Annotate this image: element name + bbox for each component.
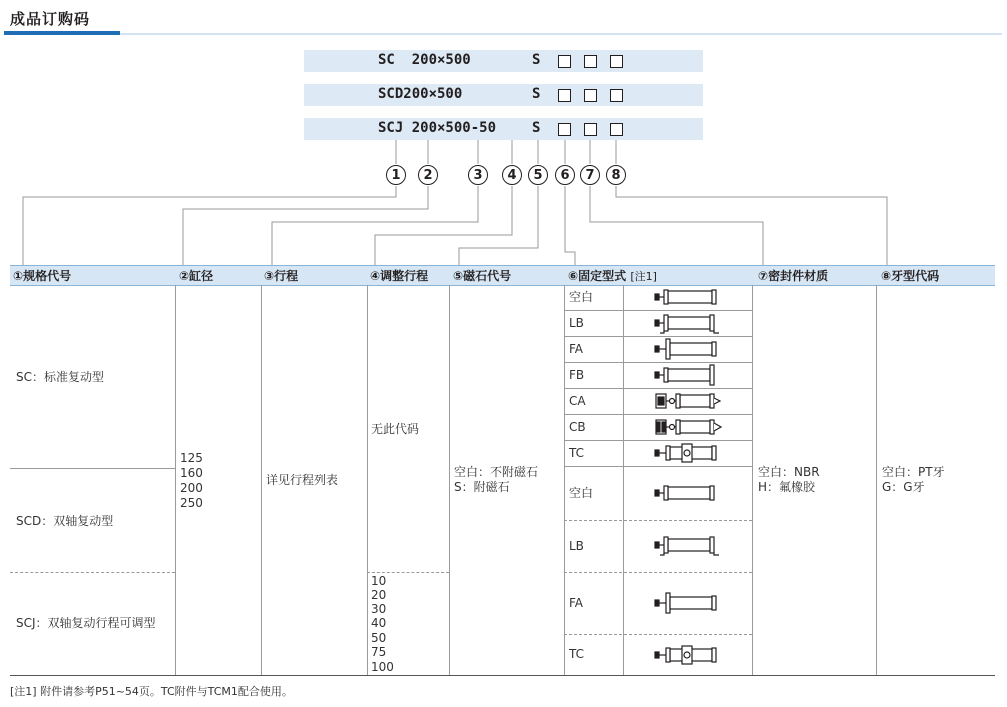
order-code-suffix: S <box>532 52 541 68</box>
spec-code-sc: SC：标准复动型 <box>16 370 104 384</box>
seal-option: H：氟橡胶 <box>758 480 816 494</box>
seal-option: 空白：NBR <box>758 465 820 479</box>
column-divider <box>367 285 368 675</box>
column-divider <box>261 285 262 675</box>
cylinder-double-tc-icon <box>655 646 716 664</box>
mount-type: TC <box>569 647 585 661</box>
cylinder-basic-icon <box>655 290 716 304</box>
adjust-value: 30 <box>371 602 387 616</box>
mount-type: LB <box>569 539 584 553</box>
mount-type: 空白 <box>569 290 594 304</box>
mount-type: CA <box>569 394 586 408</box>
cylinder-fb-icon <box>655 365 714 385</box>
header-thread-code: ⑧牙型代码 <box>881 269 940 283</box>
stroke-note: 详见行程列表 <box>266 473 339 487</box>
mount-type: 空白 <box>569 486 594 500</box>
column-divider <box>752 285 753 675</box>
position-marker: 8 <box>606 165 626 185</box>
cylinder-fa-icon <box>655 339 716 359</box>
adjust-value: 100 <box>371 660 394 674</box>
header-mount-type-label: ⑥固定型式 <box>568 269 627 283</box>
adjust-value: 20 <box>371 588 387 602</box>
header-mount-type <box>568 267 657 284</box>
order-code-suffix: S <box>532 120 541 136</box>
mount-type: CB <box>569 420 586 434</box>
header-bore: ②缸径 <box>179 269 214 283</box>
cylinder-cb-icon <box>656 420 721 434</box>
cylinder-lb-icon <box>655 315 719 333</box>
mount-type: LB <box>569 316 584 330</box>
position-marker: 1 <box>386 165 406 185</box>
magnet-option: S：附磁石 <box>454 480 510 494</box>
adjust-value: 40 <box>371 616 387 630</box>
cylinder-ca-icon <box>656 394 720 408</box>
order-code-suffix: S <box>532 86 541 102</box>
position-marker: 7 <box>580 165 600 185</box>
order-code-prefix: SC 200×500 <box>378 52 471 68</box>
position-marker: 4 <box>502 165 522 185</box>
header-stroke: ③行程 <box>264 269 299 283</box>
adjust-value: 10 <box>371 574 387 588</box>
mount-type: FA <box>569 596 584 610</box>
order-code-prefix: SCD200×500 <box>378 86 463 102</box>
header-mount-note: [注1] <box>630 270 657 283</box>
adjust-value: 75 <box>371 645 387 659</box>
position-marker: 3 <box>468 165 488 185</box>
mount-diagrams <box>624 285 752 675</box>
position-marker: 5 <box>528 165 548 185</box>
header-magnet-code: ⑤磁石代号 <box>453 269 512 283</box>
order-code-prefix: SCJ 200×500-50 <box>378 120 497 136</box>
adjust-none: 无此代码 <box>371 422 420 436</box>
table-bottom-rule <box>10 675 995 676</box>
mount-type: FA <box>569 342 584 356</box>
bore-value: 125 <box>180 451 203 465</box>
adjust-value: 50 <box>371 631 387 645</box>
position-marker: 6 <box>555 165 575 185</box>
spec-code-scd: SCD：双轴复动型 <box>16 514 114 528</box>
row-divider-dashed <box>367 572 449 573</box>
mount-type: FB <box>569 368 585 382</box>
page-title: 成品订购码 <box>10 10 91 28</box>
footnote: [注1] 附件请参考P51~54页。TC附件与TCM1配合使用。 <box>10 685 293 698</box>
column-divider <box>876 285 877 675</box>
thread-option: 空白：PT牙 <box>882 465 945 479</box>
cylinder-tc-icon <box>655 444 716 462</box>
header-adjust-stroke: ④调整行程 <box>370 269 429 283</box>
column-divider <box>175 285 176 675</box>
bore-value: 200 <box>180 481 203 495</box>
mount-type: TC <box>569 446 585 460</box>
column-divider <box>564 285 565 675</box>
position-marker: 2 <box>418 165 438 185</box>
magnet-option: 空白：不附磁石 <box>454 465 539 479</box>
bore-value: 250 <box>180 496 203 510</box>
bore-value: 160 <box>180 466 203 480</box>
header-spec-code: ①规格代号 <box>13 269 72 283</box>
thread-option: G：G牙 <box>882 480 925 494</box>
cylinder-double-lb-icon <box>655 537 719 555</box>
row-divider <box>10 468 175 469</box>
cylinder-double-fa-icon <box>655 593 716 613</box>
row-divider-dashed <box>10 572 175 573</box>
column-divider <box>449 285 450 675</box>
spec-code-scj: SCJ：双轴复动行程可调型 <box>16 616 156 630</box>
cylinder-double-basic-icon <box>655 486 714 500</box>
header-seal-material: ⑦密封件材质 <box>758 269 829 283</box>
